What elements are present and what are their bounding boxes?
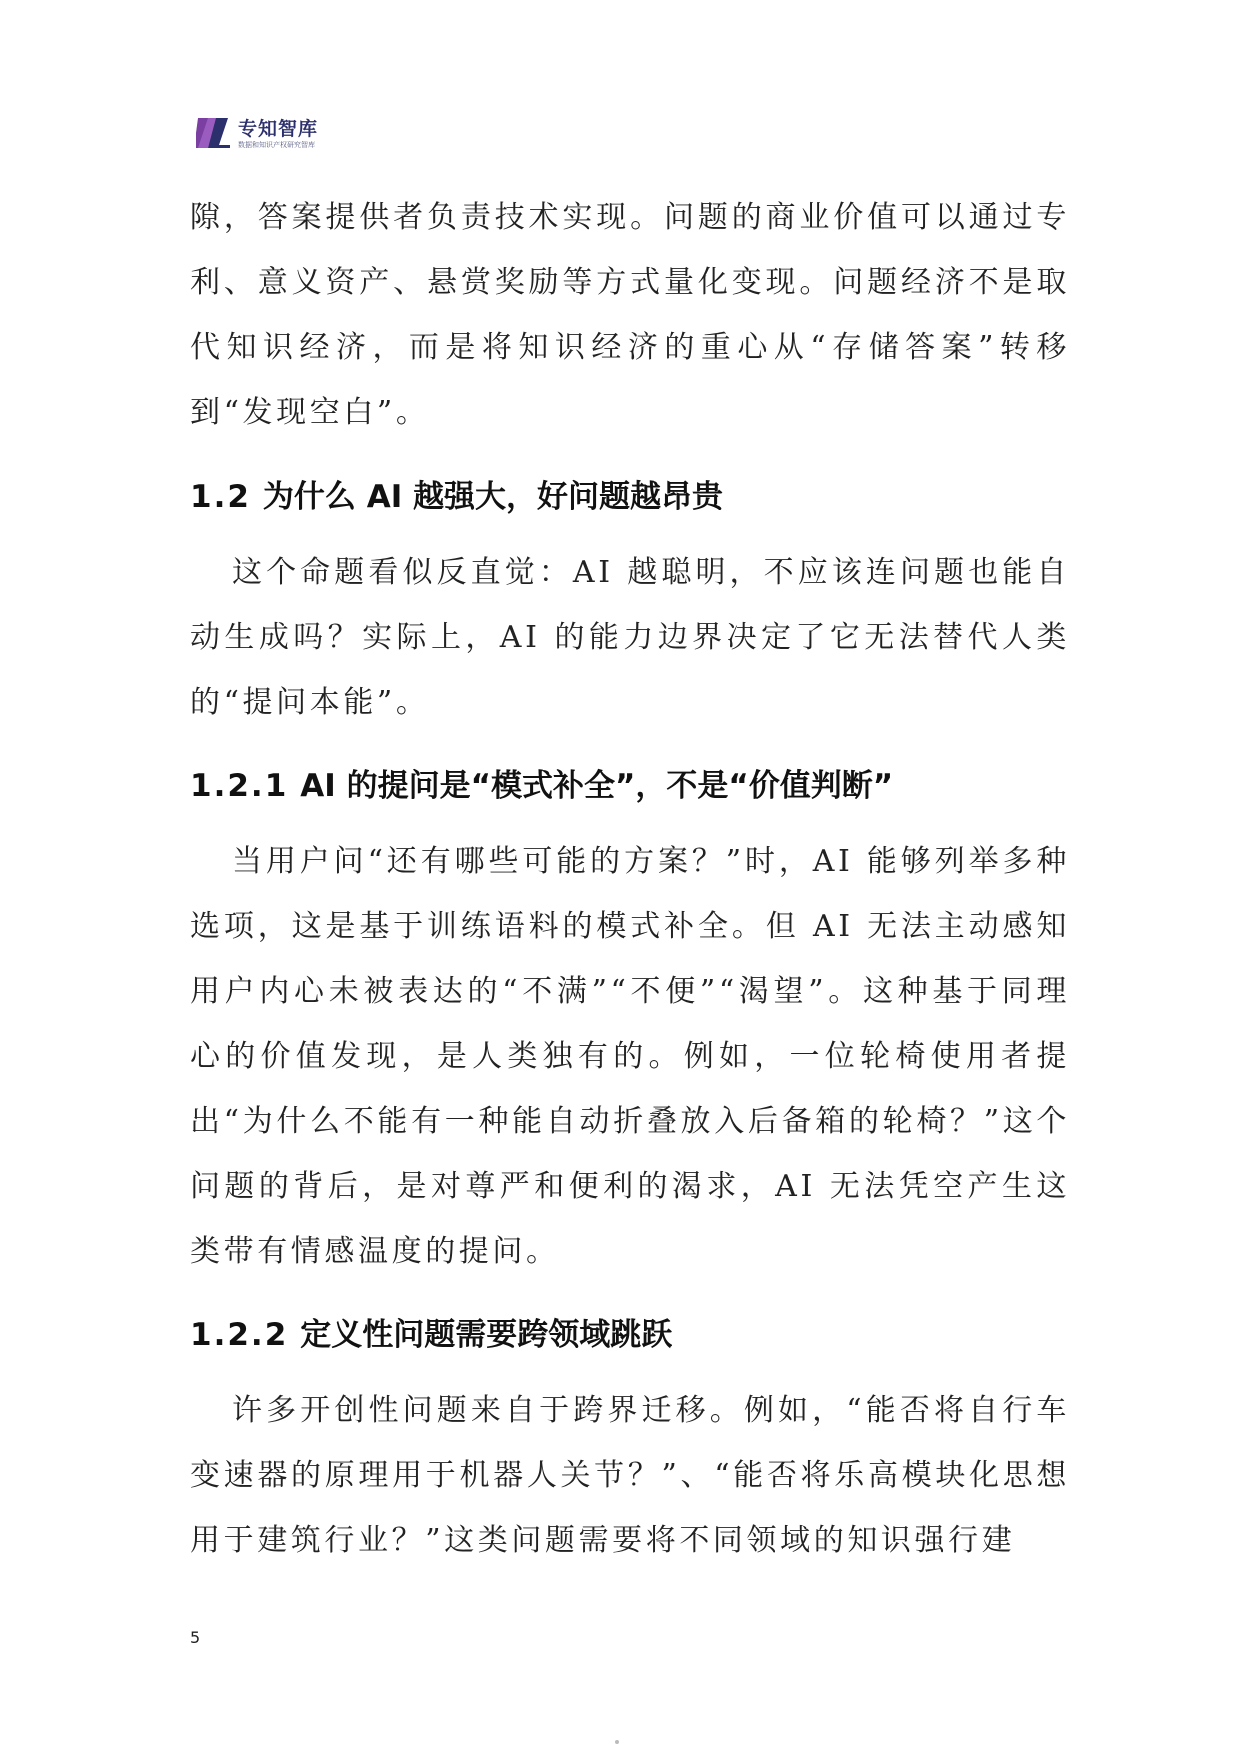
paragraph-continuation: 隙，答案提供者负责技术实现。问题的商业价值可以通过专利、意义资产、悬赏奖励等方式量化变现。问题经济不是取代知识经济，而是将知识经济的重心从“存储答案”转移到“发现空白”。 <box>190 200 1070 430</box>
document-body <box>190 185 1070 1573</box>
section-heading-1-2-2 <box>190 1310 1070 1360</box>
section-heading-1-2-1 <box>190 761 1070 811</box>
zhuanzhi-logo-icon <box>196 116 232 150</box>
section-number: 1.2.1 <box>190 768 289 804</box>
page-number: 5 <box>190 1628 201 1647</box>
section-number: 1.2.2 <box>190 1317 289 1353</box>
logo-name: 专知智库 <box>238 118 319 140</box>
section-title: 为什么 AI 越强大，好问题越昂贵 <box>262 479 724 515</box>
section-title: AI 的提问是“模式补全”，不是“价值判断” <box>300 768 894 804</box>
section-heading-1-2 <box>190 472 1070 522</box>
logo-tagline: 数据和知识产权研究智库 <box>238 141 315 149</box>
paragraph: 这个命题看似反直觉：AI 越聪明，不应该连问题也能自动生成吗？实际上，AI 的能力边界决定了它无法替代人类的“提问本能”。 <box>190 555 1070 720</box>
paragraph: 当用户问“还有哪些可能的方案？”时，AI 能够列举多种选项，这是基于训练语料的模式补全。但 AI 无法主动感知用户内心未被表达的“不满”“不便”“渴望”。这种基于同理心的价值发现，是人类独有的。例如，一位轮椅使用者提出“为什么不能有一种能自动折叠放入后备箱的轮椅？”这个问题的背后，是对尊严和便利的渴求，AI 无法凭空产生这类带有情感温度的提问。 <box>190 844 1070 1269</box>
section-title: 定义性问题需要跨领域跳跃 <box>300 1317 673 1353</box>
paragraph: 许多开创性问题来自于跨界迁移。例如，“能否将自行车变速器的原理用于机器人关节？”、“能否将乐高模块化思想用于建筑行业？”这类问题需要将不同领域的知识强行建 <box>190 1393 1070 1558</box>
header-logo <box>196 112 366 156</box>
section-number: 1.2 <box>190 479 251 515</box>
page-edge-dot <box>615 1740 619 1744</box>
